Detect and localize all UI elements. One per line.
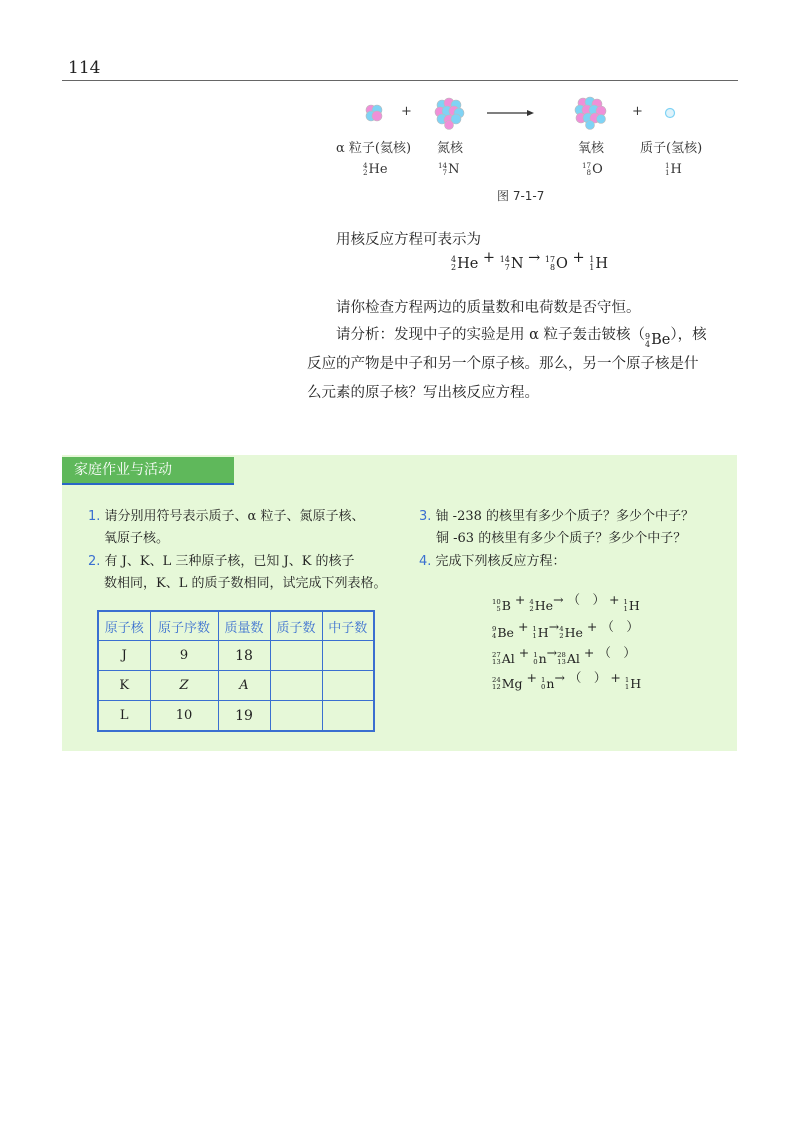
table-row [98, 701, 374, 732]
table-cell: 19 [218, 701, 270, 732]
proton-label: 质子(氢核) [640, 141, 703, 156]
table-header: 质子数 [270, 611, 322, 641]
eq-plus: + [572, 250, 585, 266]
table-cell: A [218, 671, 270, 701]
nitrogen-symbol: 14 7 N [438, 161, 460, 178]
table-cell [270, 671, 322, 701]
reaction-2: 9 4 Be + 1 1 H → 4 2 He + （ ） [492, 619, 639, 640]
reaction-1: 10 5 B + 4 2 He → （ ） + 1 1 H [492, 592, 640, 613]
alpha-label: α 粒子(氦核) [336, 141, 412, 156]
eq-plus: + [482, 250, 496, 266]
oxygen-symbol: 17 8 O [582, 161, 603, 178]
table-cell: 18 [218, 641, 270, 671]
alpha-nucleus-icon [363, 102, 385, 124]
figure-plus-2: + [632, 104, 643, 119]
eq-term-he: 4 2 He [451, 255, 479, 272]
oxygen-nucleus-icon [573, 95, 607, 131]
table-cell: J [98, 641, 150, 671]
table-cell: K [98, 671, 150, 701]
proton-symbol: 1 1 H [665, 161, 682, 178]
question-2-cont: 数相同，K、L 的质子数相同，试完成下列表格。 [104, 576, 387, 591]
page-number: 114 [68, 58, 101, 78]
analysis-line-2: 反应的产物是中子和另一个原子核。那么，另一个原子核是什 [307, 356, 699, 372]
table-header: 原子序数 [150, 611, 218, 641]
nitrogen-label: 氮核 [437, 141, 464, 156]
header-rule [62, 80, 738, 81]
eq-term-o: 17 8 O [544, 255, 568, 272]
table-cell: 9 [150, 641, 218, 671]
equation-intro: 用核反应方程可表示为 [336, 232, 481, 248]
question-3: 3. 铀 -238 的核里有多少个质子？多少个中子？ [419, 509, 695, 524]
table-cell [322, 641, 374, 671]
table-header: 中子数 [322, 611, 374, 641]
table-cell [270, 641, 322, 671]
table-cell: L [98, 701, 150, 732]
homework-title-rule [62, 483, 234, 485]
question-3-cont: 铜 -63 的核里有多少个质子？多少个中子？ [436, 531, 687, 546]
check-paragraph: 请你检查方程两边的质量数和电荷数是否守恒。 [336, 300, 641, 316]
table-cell: 10 [150, 701, 218, 732]
reaction-arrow-icon [487, 107, 535, 119]
question-4: 4. 完成下列核反应方程： [419, 554, 566, 569]
homework-title: 家庭作业与活动 [62, 457, 234, 483]
proton-icon [664, 107, 676, 119]
figure-caption: 图 7-1-7 [497, 189, 545, 203]
eq-term-h: 1 1 H [589, 255, 609, 272]
question-2: 2. 有 J、K、L 三种原子核，已知 J、K 的核子 [88, 554, 355, 569]
nuclear-equation [451, 250, 608, 272]
table-header: 质量数 [218, 611, 270, 641]
reaction-3: 27 13 Al + 1 0 n → 28 13 Al + （ ） [492, 645, 636, 666]
nitrogen-nucleus-icon [433, 96, 465, 130]
table-cell: Z [150, 671, 218, 701]
question-1-cont: 氧原子核。 [104, 531, 170, 546]
table-row [98, 671, 374, 701]
reaction-4: 24 12 Mg + 1 0 n → （ ） + 1 1 H [492, 670, 642, 691]
table-cell [322, 671, 374, 701]
table-header: 原子核 [98, 611, 150, 641]
figure-plus-1: + [401, 104, 412, 119]
eq-arrow: → [528, 250, 541, 266]
eq-term-n: 14 7 N [499, 255, 524, 272]
be-nuclide: 9 4 Be [645, 332, 671, 349]
analysis-line-1: 请分析：发现中子的实验是用 α 粒子轰击铍核（ 9 4 Be ），核 [336, 321, 707, 355]
question-1: 1. 请分别用符号表示质子、α 粒子、氮原子核、 [88, 509, 365, 524]
oxygen-label: 氧核 [578, 141, 605, 156]
table-header-row [98, 611, 374, 641]
alpha-symbol: 4 2 He [363, 161, 388, 178]
table-cell [270, 701, 322, 732]
table-cell [322, 701, 374, 732]
analysis-line-3: 么元素的原子核？写出核反应方程。 [307, 385, 539, 401]
table-row [98, 641, 374, 671]
nucleus-table [97, 610, 375, 732]
